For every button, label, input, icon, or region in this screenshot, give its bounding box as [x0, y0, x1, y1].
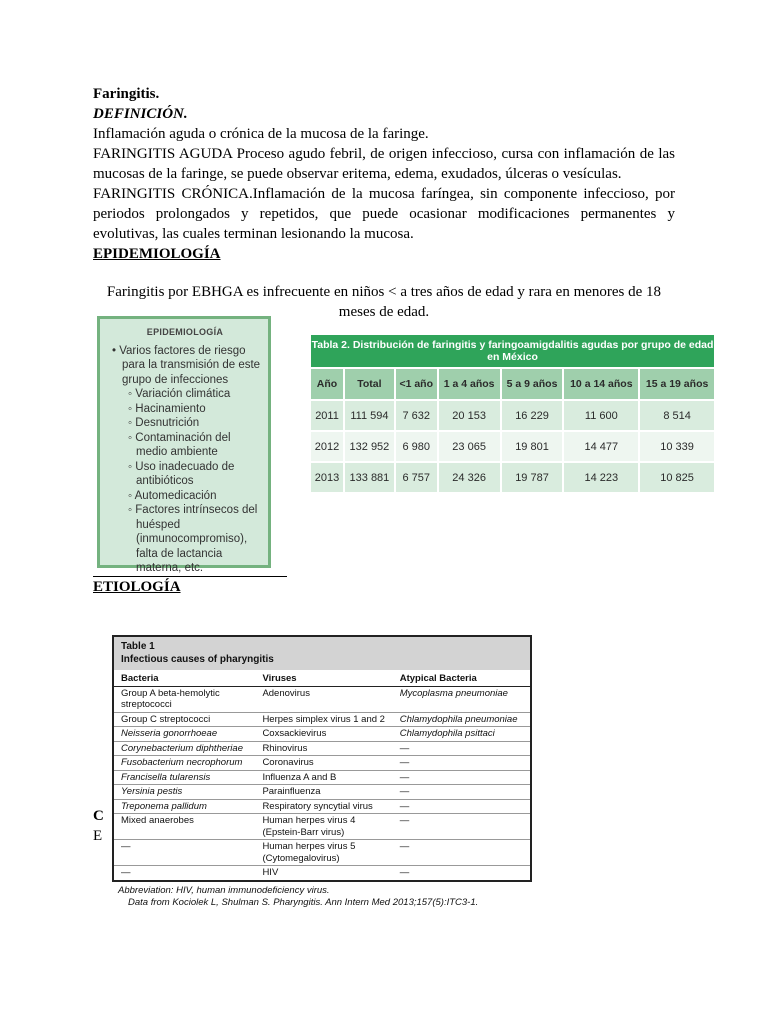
mexico-cell: 2013: [310, 462, 344, 493]
mexico-header-cell: 15 a 19 años: [639, 368, 715, 400]
pharyngitis-cell: Adenovirus: [255, 686, 392, 712]
pharyngitis-cell: Corynebacterium diphtheriae: [114, 741, 255, 756]
table-row: [114, 799, 530, 814]
epidemiology-text: Faringitis por EBHGA es infrecuente en niños < a tres años de edad y rara en menores de 18 meses de edad.: [106, 284, 662, 320]
epi-box-lead: • Varios factores de riesgo para la transmisión de este grupo de infecciones: [112, 344, 261, 386]
separator-line: [93, 576, 287, 577]
mexico-header-cell: <1 año: [395, 368, 438, 400]
pharyngitis-table-header: [114, 670, 530, 686]
pharyngitis-cell: Respiratory syncytial virus: [255, 799, 392, 814]
epidemiology-heading: EPIDEMIOLOGÍA: [93, 246, 221, 262]
pharyngitis-cell: Neisseria gonorrhoeae: [114, 727, 255, 742]
pharyngitis-cell: Mycoplasma pneumoniae: [393, 686, 530, 712]
document-body: [93, 84, 675, 322]
table-footnote: [112, 885, 532, 909]
mexico-cell: 10 339: [639, 431, 715, 462]
mexico-cell: 6 980: [395, 431, 438, 462]
mexico-header-cell: 5 a 9 años: [501, 368, 564, 400]
mexico-header-cell: Total: [344, 368, 395, 400]
mexico-table-header: [310, 368, 715, 400]
pharyngitis-cell: Chlamydophila psittaci: [393, 727, 530, 742]
pharyngitis-table-caption: [114, 637, 530, 670]
mexico-cell: 16 229: [501, 400, 564, 431]
mexico-cell: 11 600: [563, 400, 639, 431]
table-row: [114, 686, 530, 712]
pharyngitis-cell: Mixed anaerobes: [114, 814, 255, 840]
table-row: [114, 712, 530, 727]
pharyngitis-cell: Human herpes virus 4 (Epstein-Barr virus): [255, 814, 392, 840]
pharyngitis-cell: Herpes simplex virus 1 and 2: [255, 712, 392, 727]
definition-heading: DEFINICIÓN.: [93, 106, 188, 122]
mexico-cell: 132 952: [344, 431, 395, 462]
pharyngitis-cell: —: [393, 770, 530, 785]
pharyngitis-figure: [112, 635, 532, 909]
pharyngitis-cell: Chlamydophila pneumoniae: [393, 712, 530, 727]
mexico-cell: 14 477: [563, 431, 639, 462]
pharyngitis-cell: Influenza A and B: [255, 770, 392, 785]
mexico-cell: 7 632: [395, 400, 438, 431]
mexico-cell: 2012: [310, 431, 344, 462]
etiology-heading: ETIOLOGÍA: [93, 579, 181, 595]
mexico-cell: 2011: [310, 400, 344, 431]
pharyngitis-cell: Francisella tularensis: [114, 770, 255, 785]
table-row: [114, 840, 530, 866]
pharyngitis-header-cell: Bacteria: [114, 670, 255, 686]
hidden-letter: C: [93, 808, 104, 824]
mexico-table-caption: Tabla 2. Distribución de faringitis y faringoamigdalitis agudas por grupo de edad en México: [310, 334, 715, 368]
pharyngitis-cell: —: [393, 799, 530, 814]
pharyngitis-header-cell: Viruses: [255, 670, 392, 686]
mexico-cell: 8 514: [639, 400, 715, 431]
source-note: Data from Kociolek L, Shulman S. Pharyngitis. Ann Intern Med 2013;157(5):ITC3-1.: [128, 896, 479, 908]
pharyngitis-cell: —: [393, 756, 530, 771]
mexico-cell: 20 153: [438, 400, 501, 431]
hidden-letter: E: [93, 828, 103, 844]
epi-risk-item: ◦ Desnutrición: [128, 416, 262, 431]
pharyngitis-cell: Yersinia pestis: [114, 785, 255, 800]
pharyngitis-cell: Rhinovirus: [255, 741, 392, 756]
mexico-cell: 111 594: [344, 400, 395, 431]
mexico-cell: 19 787: [501, 462, 564, 493]
epidemiology-figure: [97, 316, 271, 574]
table-title: Infectious causes of pharyngitis: [121, 654, 274, 665]
epi-risk-item: ◦ Automedicación: [128, 489, 262, 504]
pharyngitis-cell: Fusobacterium necrophorum: [114, 756, 255, 771]
pharyngitis-cell: —: [393, 840, 530, 866]
pharyngitis-header-cell: Atypical Bacteria: [393, 670, 530, 686]
acute-paragraph: FARINGITIS AGUDA Proceso agudo febril, de origen infeccioso, cursa con inflamación de las mucosas de la faringe, se puede observar eritema, edema, exudados, úlceras o vesículas.: [93, 146, 675, 182]
epi-risk-item: ◦ Hacinamiento: [128, 402, 262, 417]
pharyngitis-cell: HIV: [262, 867, 279, 878]
pharyngitis-cell: Group A beta-hemolytic streptococci: [114, 686, 255, 712]
table-row: [310, 462, 715, 493]
pharyngitis-cell: Human herpes virus 5 (Cytomegalovirus): [255, 840, 392, 866]
pharyngitis-cell: —: [393, 814, 530, 840]
epi-risk-item: ◦ Uso inadecuado de antibióticos: [128, 460, 262, 489]
pharyngitis-cell: Group C streptococci: [114, 712, 255, 727]
mexico-table-body: [310, 400, 715, 493]
mexico-cell: 24 326: [438, 462, 501, 493]
mexico-header-cell: Año: [310, 368, 344, 400]
epi-risk-item: ◦ Variación climática: [128, 387, 262, 402]
mexico-cell: 133 881: [344, 462, 395, 493]
pharyngitis-cell: Coronavirus: [255, 756, 392, 771]
epi-box-title: EPIDEMIOLOGÍA: [146, 327, 224, 337]
mexico-cell: 10 825: [639, 462, 715, 493]
table-row: [114, 727, 530, 742]
pharyngitis-cell: —: [393, 785, 530, 800]
epi-risk-item: ◦ Factores intrínsecos del huésped (inmunocompromiso), falta de lactancia materna, etc.: [128, 503, 262, 576]
pharyngitis-table-body: [114, 686, 530, 880]
mexico-cell: 6 757: [395, 462, 438, 493]
pharyngitis-cell: —: [399, 867, 410, 878]
abbreviation-note: Abbreviation: HIV, human immunodeficiency virus.: [118, 884, 330, 896]
epi-risk-list: [108, 387, 262, 576]
mexico-cell: 14 223: [563, 462, 639, 493]
mexico-age-table: [309, 333, 716, 494]
table-row: [114, 866, 530, 880]
pharyngitis-cell: Parainfluenza: [255, 785, 392, 800]
table-row: [114, 785, 530, 800]
epi-risk-item: ◦ Contaminación del medio ambiente: [128, 431, 262, 460]
table-row: [310, 400, 715, 431]
table-row: [114, 741, 530, 756]
chronic-paragraph: FARINGITIS CRÓNICA.Inflamación de la mucosa faríngea, sin componente infeccioso, por periodos prolongados y repetidos, que puede ocasionar modificaciones permanentes y evolutivas, las cuales terminan lesionando la mucosa.: [93, 186, 675, 242]
mexico-cell: 19 801: [501, 431, 564, 462]
table-row: [114, 770, 530, 785]
table-label: Table 1: [121, 641, 155, 652]
pharyngitis-cell: Coxsackievirus: [255, 727, 392, 742]
mexico-cell: 23 065: [438, 431, 501, 462]
pharyngitis-table-frame: [112, 635, 532, 882]
table-row: [114, 814, 530, 840]
mexico-header-cell: 10 a 14 años: [563, 368, 639, 400]
pharyngitis-cell: —: [114, 840, 255, 866]
pharyngitis-cell: Treponema pallidum: [114, 799, 255, 814]
pharyngitis-cell: —: [393, 741, 530, 756]
pharyngitis-cell: —: [121, 867, 131, 878]
document-title: Faringitis.: [93, 86, 160, 102]
pharyngitis-table: [114, 670, 530, 880]
table-row: [114, 756, 530, 771]
definition-line: Inflamación aguda o crónica de la mucosa de la faringe.: [93, 126, 429, 142]
mexico-header-cell: 1 a 4 años: [438, 368, 501, 400]
table-row: [310, 431, 715, 462]
